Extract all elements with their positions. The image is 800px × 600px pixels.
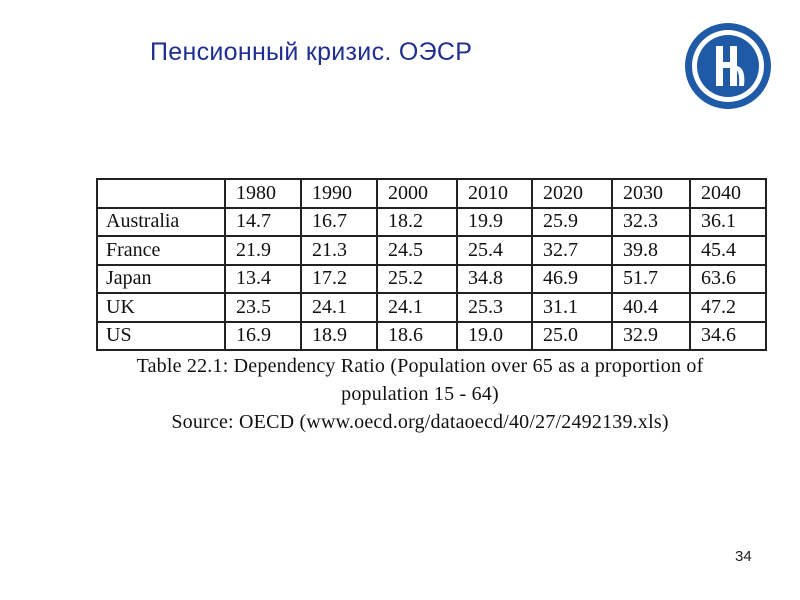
- table-cell: 25.4: [457, 236, 532, 265]
- table-cell: 19.0: [457, 322, 532, 351]
- table-cell: 47.2: [690, 293, 766, 322]
- country-label: UK: [97, 293, 225, 322]
- table-cell: 63.6: [690, 265, 766, 294]
- table-cell: 24.5: [377, 236, 457, 265]
- source-line: Source: OECD (www.oecd.org/dataoecd/40/27/2492139.xls): [171, 411, 669, 433]
- year-header: 2000: [377, 179, 457, 208]
- slide-title: Пенсионный кризис. ОЭСР: [150, 38, 473, 66]
- table-cell: 25.9: [532, 208, 612, 237]
- table-cell: 18.6: [377, 322, 457, 351]
- table-cell: 32.9: [612, 322, 690, 351]
- table-cell: 40.4: [612, 293, 690, 322]
- table-cell: 36.1: [690, 208, 766, 237]
- table-cell: 32.7: [532, 236, 612, 265]
- dependency-ratio-table: [96, 178, 767, 351]
- table-cell: 18.9: [301, 322, 377, 351]
- table-cell: 34.6: [690, 322, 766, 351]
- table-row: [97, 208, 766, 237]
- table-cell: 25.0: [532, 322, 612, 351]
- table-cell: 18.2: [377, 208, 457, 237]
- table-header-row: [97, 179, 766, 208]
- table-caption: [40, 352, 800, 436]
- table-cell: 24.1: [377, 293, 457, 322]
- table-cell: 51.7: [612, 265, 690, 294]
- table-cell: 16.9: [225, 322, 301, 351]
- table-cell: 46.9: [532, 265, 612, 294]
- table-corner-cell: [97, 179, 225, 208]
- year-header: 2040: [690, 179, 766, 208]
- table-row: [97, 322, 766, 351]
- year-header: 1980: [225, 179, 301, 208]
- country-label: US: [97, 322, 225, 351]
- year-header: 2020: [532, 179, 612, 208]
- table-cell: 21.3: [301, 236, 377, 265]
- caption-line: population 15 - 64): [341, 383, 499, 405]
- table-cell: 32.3: [612, 208, 690, 237]
- table-row: [97, 265, 766, 294]
- country-label: France: [97, 236, 225, 265]
- table-cell: 25.3: [457, 293, 532, 322]
- table-cell: 13.4: [225, 265, 301, 294]
- country-label: Australia: [97, 208, 225, 237]
- page-number: 34: [735, 548, 752, 565]
- country-label: Japan: [97, 265, 225, 294]
- year-header: 2030: [612, 179, 690, 208]
- table-cell: 14.7: [225, 208, 301, 237]
- table-cell: 24.1: [301, 293, 377, 322]
- table-row: [97, 236, 766, 265]
- table-cell: 45.4: [690, 236, 766, 265]
- year-header: 2010: [457, 179, 532, 208]
- table-cell: 16.7: [301, 208, 377, 237]
- table-cell: 25.2: [377, 265, 457, 294]
- table-cell: 31.1: [532, 293, 612, 322]
- table-cell: 17.2: [301, 265, 377, 294]
- caption-line: Table 22.1: Dependency Ratio (Population over 65 as a proportion of: [136, 355, 704, 377]
- table-cell: 23.5: [225, 293, 301, 322]
- table-cell: 19.9: [457, 208, 532, 237]
- hse-logo-icon: [684, 22, 772, 110]
- table-row: [97, 293, 766, 322]
- year-header: 1990: [301, 179, 377, 208]
- table-cell: 34.8: [457, 265, 532, 294]
- table-cell: 21.9: [225, 236, 301, 265]
- table-cell: 39.8: [612, 236, 690, 265]
